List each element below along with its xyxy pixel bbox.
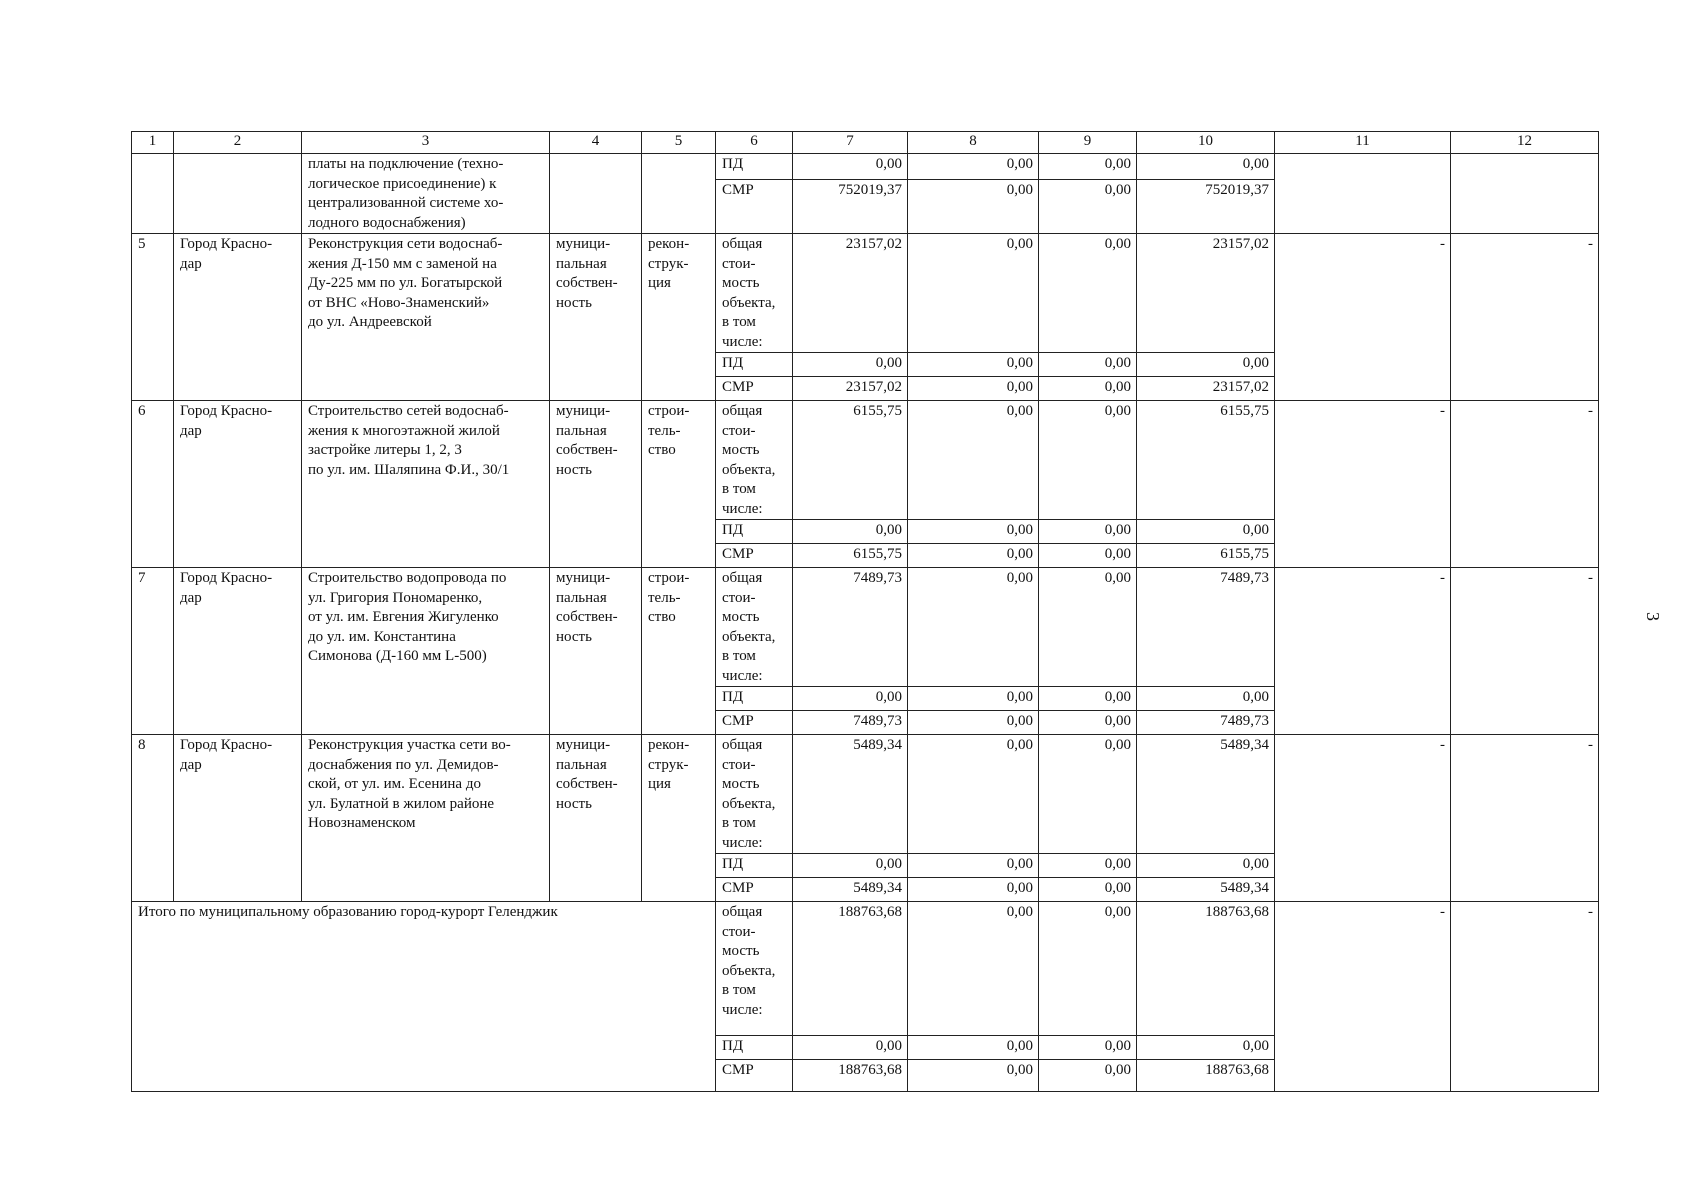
column-number: 2: [174, 132, 302, 154]
table-row: [132, 735, 1599, 854]
place-name: Город Красно- дар: [174, 568, 302, 735]
ownership: муници- пальная собствен- ность: [550, 401, 642, 568]
cost-type-label: СМР: [716, 377, 793, 401]
column-number: 7: [793, 132, 908, 154]
value-col12: -: [1451, 568, 1599, 735]
value-col12: -: [1451, 401, 1599, 568]
value-col9: 0,00: [1039, 179, 1137, 233]
cost-type-label: ПД: [716, 687, 793, 711]
column-number: 4: [550, 132, 642, 154]
object-description: платы на подключение (техно- логическое присоединение) к централизованной системе хо- лодного водоснабжения): [302, 154, 550, 234]
ownership: муници- пальная собствен- ность: [550, 735, 642, 902]
page-number: 3: [1643, 612, 1663, 621]
value-col11: -: [1275, 568, 1451, 735]
place-cell: [174, 154, 302, 234]
value-col8: 0,00: [908, 902, 1039, 1036]
place-name: Город Красно- дар: [174, 401, 302, 568]
value-col9: 0,00: [1039, 353, 1137, 377]
value-col9: 0,00: [1039, 1060, 1137, 1092]
value-col9: 0,00: [1039, 1036, 1137, 1060]
value-col10: 188763,68: [1137, 902, 1275, 1036]
value-col10: 23157,02: [1137, 234, 1275, 353]
value-col7: 752019,37: [793, 179, 908, 233]
column-number: 11: [1275, 132, 1451, 154]
value-col7: 5489,34: [793, 878, 908, 902]
cost-type-label: ПД: [716, 1036, 793, 1060]
column-number: 10: [1137, 132, 1275, 154]
column-number-row: [132, 132, 1599, 154]
value-col9: 0,00: [1039, 735, 1137, 854]
value-col8: 0,00: [908, 735, 1039, 854]
work-kind: строи- тель- ство: [642, 401, 716, 568]
investment-table: [131, 131, 1599, 1092]
cost-type-label: СМР: [716, 711, 793, 735]
value-col9: 0,00: [1039, 544, 1137, 568]
value-col7: 0,00: [793, 154, 908, 180]
item-number: 5: [132, 234, 174, 401]
value-col10: 0,00: [1137, 1036, 1275, 1060]
work-kind: строи- тель- ство: [642, 568, 716, 735]
place-name: Город Красно- дар: [174, 234, 302, 401]
value-col8: 0,00: [908, 154, 1039, 180]
value-col9: 0,00: [1039, 687, 1137, 711]
summary-label: Итого по муниципальному образованию город-курорт Геленджик: [132, 902, 716, 1092]
value-col8: 0,00: [908, 854, 1039, 878]
value-col8: 0,00: [908, 878, 1039, 902]
value-col11: -: [1275, 735, 1451, 902]
value-col9: 0,00: [1039, 401, 1137, 520]
place-name: Город Красно- дар: [174, 735, 302, 902]
value-col8: 0,00: [908, 687, 1039, 711]
value-col8: 0,00: [908, 234, 1039, 353]
value-col9: 0,00: [1039, 878, 1137, 902]
value-col12: -: [1451, 234, 1599, 401]
value-col10: 7489,73: [1137, 711, 1275, 735]
value-col11: [1275, 154, 1451, 234]
value-col7: 0,00: [793, 520, 908, 544]
total-cost-label: общая стои- мость объекта, в том числе:: [716, 902, 793, 1036]
value-col8: 0,00: [908, 179, 1039, 233]
value-col9: 0,00: [1039, 520, 1137, 544]
value-col12: -: [1451, 902, 1599, 1092]
work-kind: рекон- струк- ция: [642, 735, 716, 902]
value-col8: 0,00: [908, 353, 1039, 377]
total-cost-label: общая стои- мость объекта, в том числе:: [716, 234, 793, 353]
ownership: муници- пальная собствен- ность: [550, 568, 642, 735]
value-col9: 0,00: [1039, 568, 1137, 687]
value-col10: 0,00: [1137, 854, 1275, 878]
value-col7: 188763,68: [793, 902, 908, 1036]
value-col7: 7489,73: [793, 568, 908, 687]
value-col8: 0,00: [908, 1060, 1039, 1092]
value-col11: -: [1275, 902, 1451, 1092]
value-col10: 0,00: [1137, 353, 1275, 377]
ownership-cell: [550, 154, 642, 234]
column-number: 12: [1451, 132, 1599, 154]
value-col10: 5489,34: [1137, 878, 1275, 902]
total-cost-label: общая стои- мость объекта, в том числе:: [716, 401, 793, 520]
value-col10: 0,00: [1137, 520, 1275, 544]
total-cost-label: общая стои- мость объекта, в том числе:: [716, 735, 793, 854]
cost-type-label: ПД: [716, 854, 793, 878]
value-col10: 23157,02: [1137, 377, 1275, 401]
value-col9: 0,00: [1039, 902, 1137, 1036]
table-row: [132, 234, 1599, 353]
value-col10: 188763,68: [1137, 1060, 1275, 1092]
value-col8: 0,00: [908, 401, 1039, 520]
value-col8: 0,00: [908, 1036, 1039, 1060]
value-col8: 0,00: [908, 568, 1039, 687]
value-col7: 5489,34: [793, 735, 908, 854]
value-col8: 0,00: [908, 544, 1039, 568]
value-col9: 0,00: [1039, 711, 1137, 735]
item-number: 7: [132, 568, 174, 735]
work-kind: рекон- струк- ция: [642, 234, 716, 401]
cost-type-label: СМР: [716, 179, 793, 233]
value-col7: 188763,68: [793, 1060, 908, 1092]
value-col9: 0,00: [1039, 377, 1137, 401]
value-col10: 6155,75: [1137, 401, 1275, 520]
table-row: [132, 401, 1599, 520]
object-description: Реконструкция сети водоснаб- жения Д-150 мм с заменой на Ду-225 мм по ул. Богатырской от ВНС «Ново-Знаменский» до ул. Андреевской: [302, 234, 550, 401]
value-col7: 0,00: [793, 687, 908, 711]
value-col8: 0,00: [908, 520, 1039, 544]
cost-type-label: ПД: [716, 353, 793, 377]
value-col10: 0,00: [1137, 154, 1275, 180]
cost-type-label: СМР: [716, 1060, 793, 1092]
cost-type-label: ПД: [716, 520, 793, 544]
value-col10: 0,00: [1137, 687, 1275, 711]
object-description: Строительство сетей водоснаб- жения к многоэтажной жилой застройке литеры 1, 2, 3 по ул. им. Шаляпина Ф.И., 30/1: [302, 401, 550, 568]
value-col7: 7489,73: [793, 711, 908, 735]
value-col10: 752019,37: [1137, 179, 1275, 233]
value-col8: 0,00: [908, 377, 1039, 401]
object-description: Реконструкция участка сети во- доснабжения по ул. Демидов- ской, от ул. им. Есенина до ул. Булатной в жилом районе Новознаменском: [302, 735, 550, 902]
value-col7: 0,00: [793, 854, 908, 878]
column-number: 9: [1039, 132, 1137, 154]
item-number-cell: [132, 154, 174, 234]
object-description: Строительство водопровода по ул. Григория Пономаренко, от ул. им. Евгения Жигуленко до ул. им. Константина Симонова (Д-160 мм L-500): [302, 568, 550, 735]
value-col7: 0,00: [793, 353, 908, 377]
value-col9: 0,00: [1039, 854, 1137, 878]
cost-type-label: ПД: [716, 154, 793, 180]
value-col9: 0,00: [1039, 154, 1137, 180]
continuation-row-pd: [132, 154, 1599, 180]
value-col10: 7489,73: [1137, 568, 1275, 687]
column-number: 8: [908, 132, 1039, 154]
item-number: 6: [132, 401, 174, 568]
summary-row: [132, 902, 1599, 1036]
value-col10: 6155,75: [1137, 544, 1275, 568]
column-number: 3: [302, 132, 550, 154]
item-number: 8: [132, 735, 174, 902]
column-number: 5: [642, 132, 716, 154]
cost-type-label: СМР: [716, 544, 793, 568]
ownership: муници- пальная собствен- ность: [550, 234, 642, 401]
column-number: 1: [132, 132, 174, 154]
value-col12: -: [1451, 735, 1599, 902]
value-col11: -: [1275, 234, 1451, 401]
value-col7: 0,00: [793, 1036, 908, 1060]
work-kind-cell: [642, 154, 716, 234]
value-col9: 0,00: [1039, 234, 1137, 353]
value-col7: 6155,75: [793, 401, 908, 520]
table-row: [132, 568, 1599, 687]
value-col7: 23157,02: [793, 234, 908, 353]
total-cost-label: общая стои- мость объекта, в том числе:: [716, 568, 793, 687]
value-col12: [1451, 154, 1599, 234]
value-col10: 5489,34: [1137, 735, 1275, 854]
value-col11: -: [1275, 401, 1451, 568]
value-col7: 6155,75: [793, 544, 908, 568]
value-col7: 23157,02: [793, 377, 908, 401]
column-number: 6: [716, 132, 793, 154]
cost-type-label: СМР: [716, 878, 793, 902]
value-col8: 0,00: [908, 711, 1039, 735]
